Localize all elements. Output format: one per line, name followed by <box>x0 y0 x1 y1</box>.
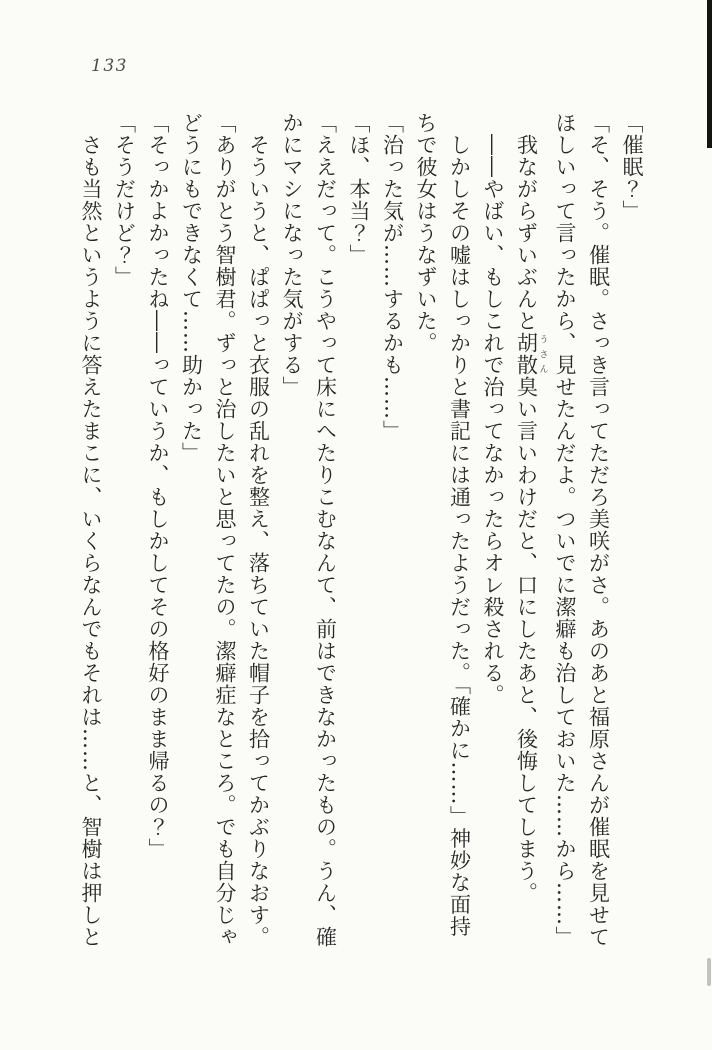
page-number: 133 <box>91 56 128 76</box>
body-text <box>74 112 649 956</box>
text-line: さも当然というように答えたまこに、いくらなんでもそれは……と、智樹は押しと <box>79 112 103 948</box>
text-line: しかしその嘘はしっかりと書記には通ったようだった。「確かに……」神妙な面持 <box>447 112 472 938</box>
text-line: 「そ、そう。催眠。さっき言ってただろ美咲がさ。あのあと福原さんが催眠を見せて <box>586 112 611 948</box>
text-line: 「そっかよかったね――っていうか、もしかしてその格好のまま帰るの？」 <box>146 112 170 860</box>
text-line: 「ありがとう智樹君。ずっと治したいと思ってたの。潔癖症なところ。でも自分じゃ <box>213 112 237 948</box>
text-line: そういうと、ぱぱっと衣服の乱れを整え、落ちていた帽子を拾ってかぶりなおす。 <box>246 112 271 948</box>
text-line: ちで彼女はうなずいた。 <box>414 112 438 354</box>
text-line: 「治った気が……するかも……」 <box>380 112 405 442</box>
text-line: どうにもできなくて……助かった」 <box>179 112 204 464</box>
text-line: 「ほ、本当？」 <box>347 112 371 266</box>
text-line: 「催眠？」 <box>620 112 644 222</box>
text-line: 「ええだって。こうやって床にへたりこむなんて、前はできなかったもの。うん、確 <box>313 112 338 948</box>
scan-smudge-artifact <box>707 958 711 986</box>
text-line: ほしいって言ったから、見せたんだよ。ついでに潔癖も治しておいた……から……」 <box>553 112 577 948</box>
text-line: 我ながらずいぶんと胡散 うさん臭い言いわけだと、口にしたあと、後悔してしまう。 <box>514 112 548 904</box>
text-line: 「そうだけど？」 <box>112 112 137 288</box>
text-line: ――やばい、もしこれで治ってなかったらオレ殺される。 <box>481 112 505 706</box>
furigana: 胡散 うさん <box>514 332 548 376</box>
scan-edge-artifact <box>707 0 712 148</box>
text-line: かにマシになった気がする」 <box>280 112 304 398</box>
